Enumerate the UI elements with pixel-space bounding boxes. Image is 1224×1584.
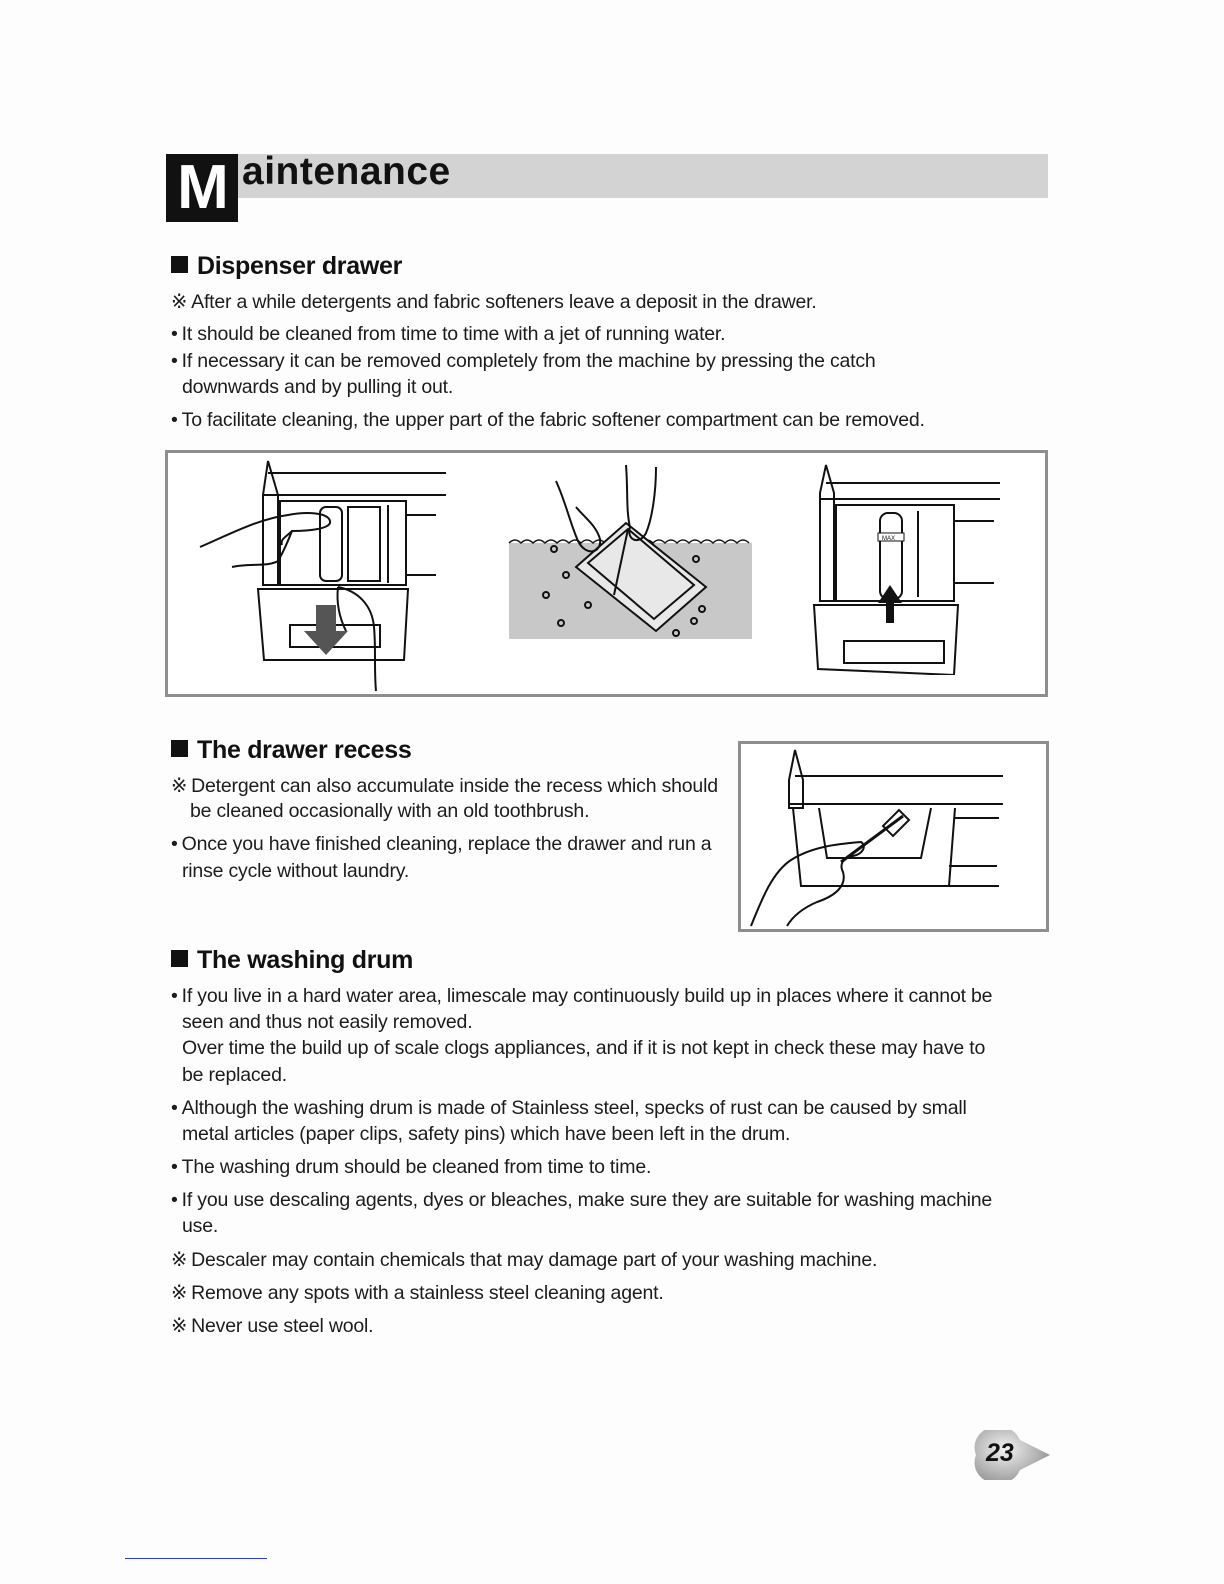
- section-title-recess: The drawer recess: [171, 736, 411, 765]
- note-mark-icon: ※: [171, 1315, 188, 1337]
- dispenser-bullet-1: • It should be cleaned from time to time with a jet of running water.: [171, 323, 726, 345]
- drum-bullet-4: • If you use descaling agents, dyes or bleaches, make sure they are suitable for washing machine: [171, 1189, 993, 1211]
- header-initial: M: [166, 154, 238, 222]
- square-bullet-icon: [171, 740, 188, 757]
- max-label: MAX: [882, 536, 896, 542]
- drawer-removal-illustration: [188, 455, 458, 695]
- recess-note: ※ Detergent can also accumulate inside the recess which should: [171, 775, 718, 797]
- section-title-dispenser: Dispenser drawer: [171, 252, 402, 281]
- note-mark-icon: ※: [171, 1282, 188, 1304]
- drum-bullet-1: • If you live in a hard water area, limescale may continuously build up in places where it cannot be: [171, 985, 993, 1007]
- drum-bullet-3: • The washing drum should be cleaned from time to time.: [171, 1156, 652, 1178]
- dispenser-note: ※ After a while detergents and fabric softeners leave a deposit in the drawer.: [171, 291, 817, 313]
- page-title: aintenance: [242, 150, 451, 193]
- page-number: 23: [986, 1439, 1014, 1467]
- dispenser-bullet-2-cont: downwards and by pulling it out.: [182, 376, 454, 398]
- footer-rule: [125, 1558, 267, 1559]
- recess-note-cont: be cleaned occasionally with an old toothbrush.: [190, 800, 590, 822]
- drum-bullet-2: • Although the washing drum is made of Stainless steel, specks of rust can be caused by small: [171, 1097, 967, 1119]
- recess-bullet-1-cont: rinse cycle without laundry.: [182, 860, 410, 882]
- note-mark-icon: ※: [171, 1249, 188, 1271]
- dispenser-bullet-2: • If necessary it can be removed completely from the machine by pressing the catch: [171, 350, 876, 372]
- drum-note-3: ※ Never use steel wool.: [171, 1315, 374, 1337]
- recess-illustration-frame: [738, 741, 1049, 932]
- section-title-drum: The washing drum: [171, 946, 413, 975]
- drum-bullet-1-cont-1: seen and thus not easily removed.: [182, 1011, 473, 1033]
- note-mark-icon: ※: [171, 291, 188, 313]
- dispenser-illustration-frame: [165, 450, 1048, 697]
- square-bullet-icon: [171, 950, 188, 967]
- dispenser-bullet-3: • To facilitate cleaning, the upper part of the fabric softener compartment can be removed.: [171, 409, 925, 431]
- drawer-reinsert-illustration: [808, 463, 1008, 675]
- drum-bullet-1-cont-3: be replaced.: [182, 1064, 287, 1086]
- drum-note-1: ※ Descaler may contain chemicals that may damage part of your washing machine.: [171, 1249, 878, 1271]
- square-bullet-icon: [171, 256, 188, 273]
- drum-bullet-2-cont: metal articles (paper clips, safety pins) which have been left in the drum.: [182, 1123, 791, 1145]
- toothbrush-cleaning-illustration: [743, 746, 1043, 928]
- drum-bullet-4-cont: use.: [182, 1215, 219, 1237]
- note-mark-icon: ※: [171, 775, 188, 797]
- recess-bullet-1: • Once you have finished cleaning, replace the drawer and run a: [171, 833, 712, 855]
- rinse-compartment-illustration: [506, 463, 756, 695]
- drum-bullet-1-cont-2: Over time the build up of scale clogs appliances, and if it is not kept in check these may have to: [182, 1037, 986, 1059]
- drum-note-2: ※ Remove any spots with a stainless steel cleaning agent.: [171, 1282, 664, 1304]
